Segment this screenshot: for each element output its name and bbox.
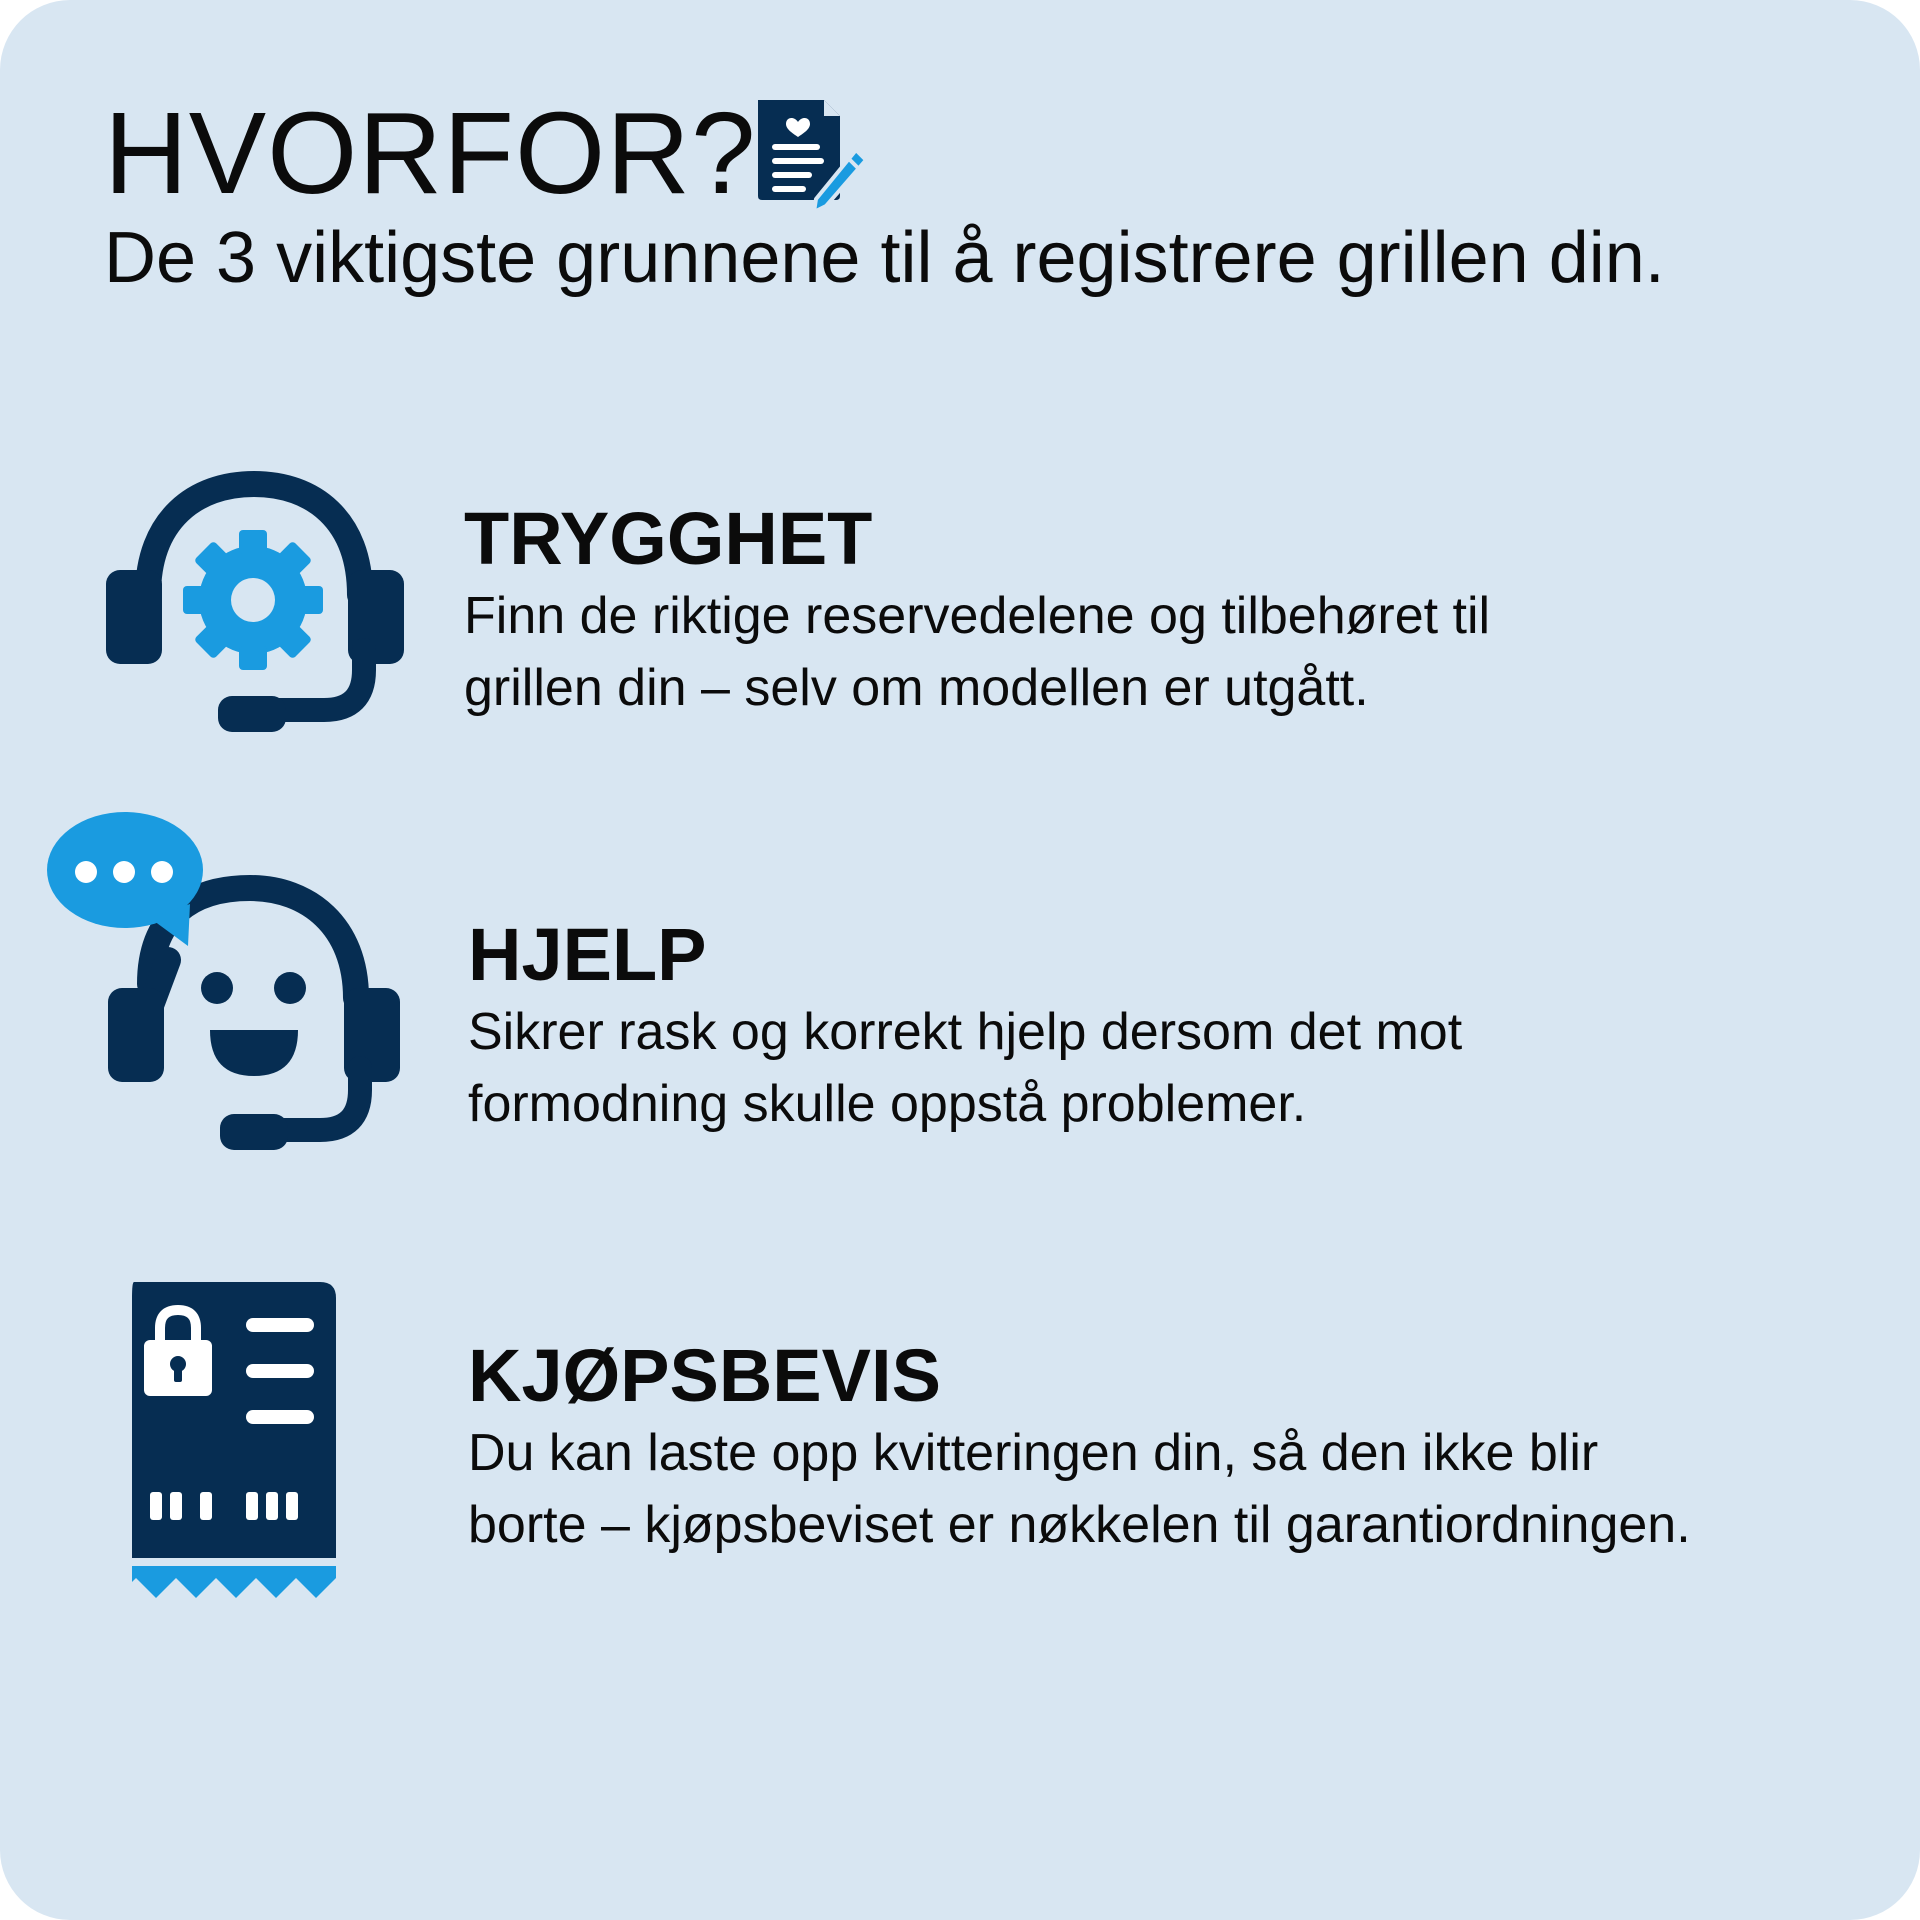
reason-heading: HJELP — [468, 913, 707, 996]
support-agent-chat-icon — [40, 808, 410, 1158]
reason-description-line: formodning skulle oppstå problemer. — [468, 1075, 1307, 1133]
reason-description-line: grillen din – selv om modellen er utgått. — [464, 659, 1369, 717]
page-title: HVORFOR? — [104, 88, 757, 218]
page-subtitle: De 3 viktigste grunnene til å registrere grillen din. — [104, 218, 1665, 298]
headset-gear-icon — [100, 470, 410, 750]
document-heart-pencil-icon — [752, 96, 872, 220]
reason-description-line: Finn de riktige reservedelene og tilbehøret til — [464, 587, 1491, 645]
reason-description — [464, 580, 1490, 724]
reason-heading: TRYGGHET — [464, 497, 873, 580]
reason-description-line: Sikrer rask og korrekt hjelp dersom det mot — [468, 1003, 1463, 1061]
reason-heading: KJØPSBEVIS — [468, 1334, 941, 1417]
reason-description-line: Du kan laste opp kvitteringen din, så den ikke blir — [468, 1424, 1599, 1482]
reason-description — [468, 996, 1462, 1140]
receipt-lock-icon — [120, 1278, 360, 1608]
reason-description-line: borte – kjøpsbeviset er nøkkelen til garantiordningen. — [468, 1496, 1691, 1554]
reason-description — [468, 1417, 1691, 1561]
